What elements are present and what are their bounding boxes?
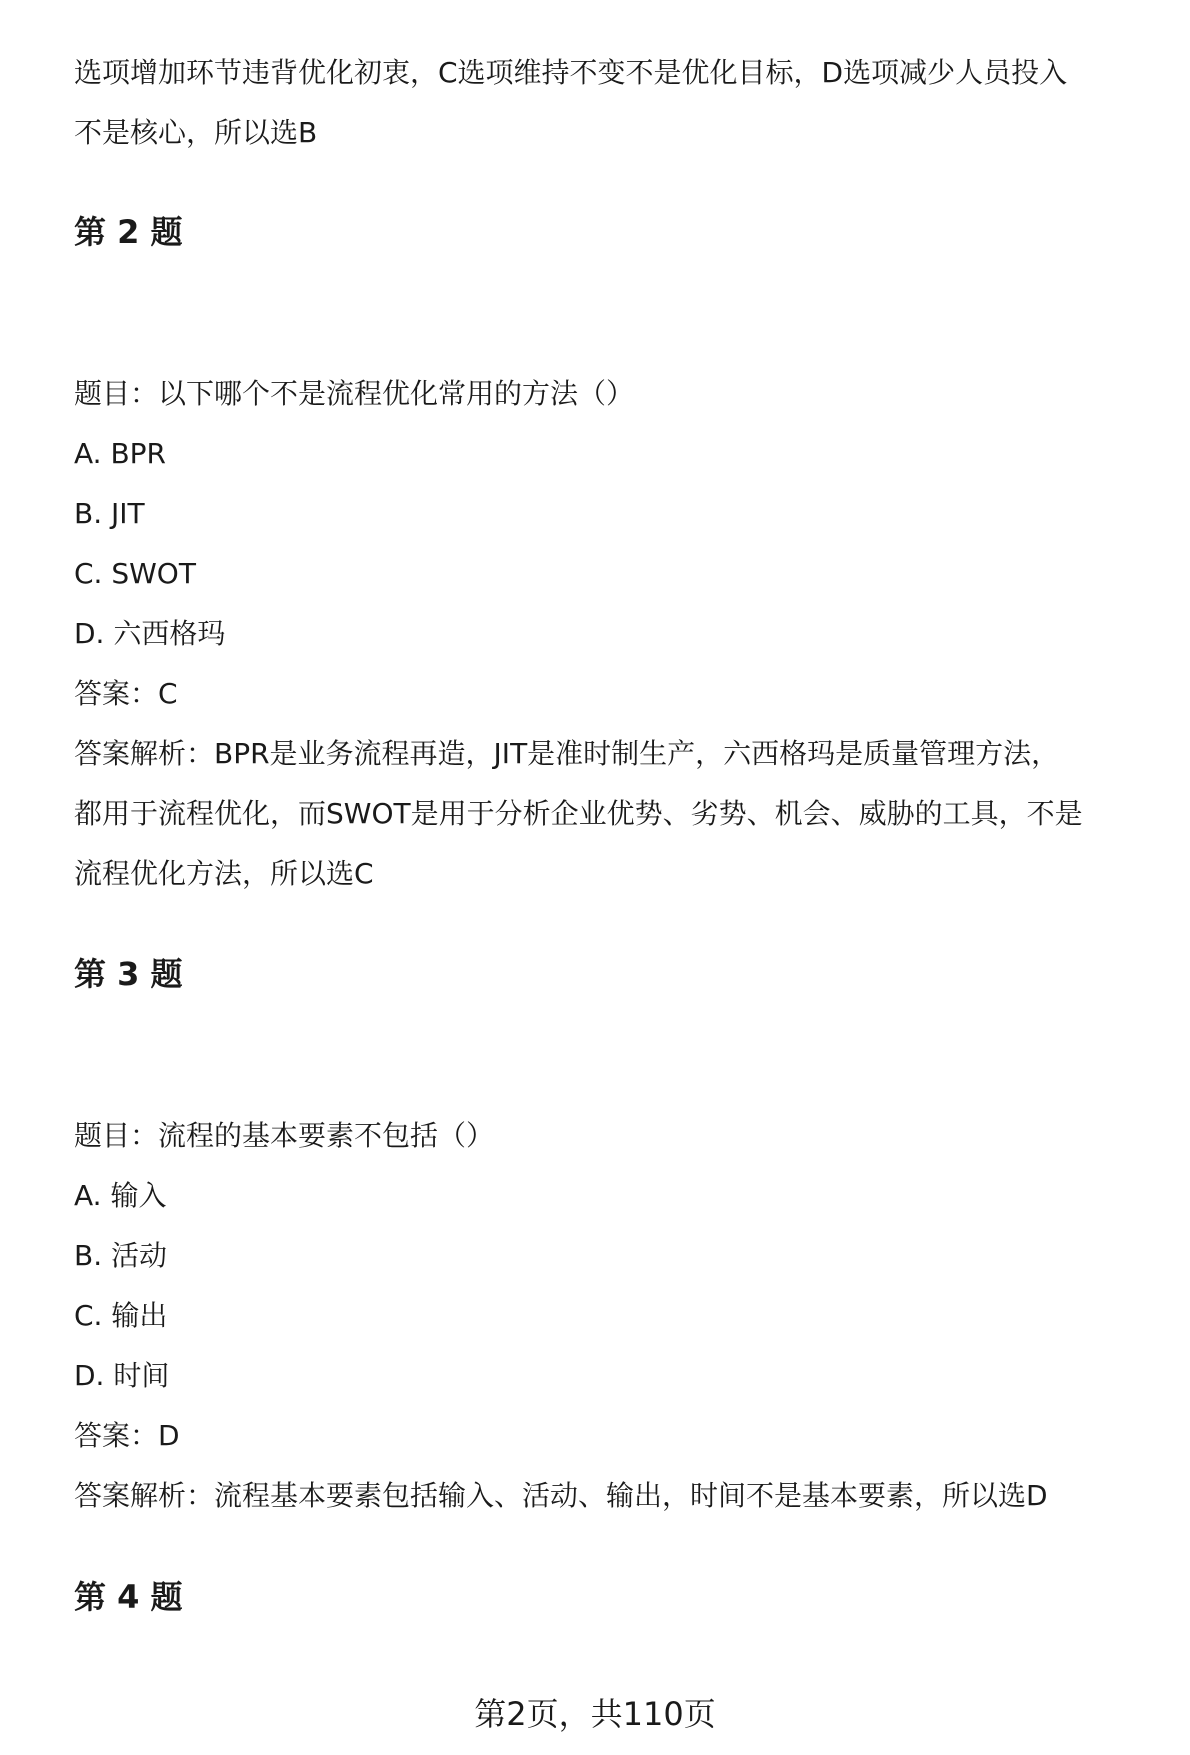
explanation-line: 答案解析：BPR是业务流程再造，JIT是准时制生产，六西格玛是质量管理方法， bbox=[74, 737, 1060, 770]
page-number: 第2页，共110页 bbox=[474, 1695, 716, 1733]
option-c: C. 输出 bbox=[74, 1299, 168, 1332]
option-d: D. 六西格玛 bbox=[74, 617, 226, 650]
option-c: C. SWOT bbox=[74, 557, 196, 590]
option-a: A. BPR bbox=[74, 437, 167, 470]
explanation-line: 答案解析：流程基本要素包括输入、活动、输出，时间不是基本要素，所以选D bbox=[74, 1479, 1048, 1512]
option-d: D. 时间 bbox=[74, 1359, 170, 1392]
answer: 答案：D bbox=[74, 1419, 180, 1452]
text-line: 不是核心，所以选B bbox=[74, 116, 318, 149]
text-line: 选项增加环节违背优化初衷，C选项维持不变不是优化目标，D选项减少人员投入 bbox=[74, 56, 1068, 89]
question-text: 题目：流程的基本要素不包括（） bbox=[74, 1119, 495, 1152]
option-b: B. 活动 bbox=[74, 1239, 168, 1272]
option-b: B. JIT bbox=[74, 497, 145, 530]
answer: 答案：C bbox=[74, 677, 178, 710]
question-heading: 第 3 题 bbox=[74, 955, 183, 993]
question-text: 题目：以下哪个不是流程优化常用的方法（） bbox=[74, 377, 635, 410]
question-heading: 第 4 题 bbox=[74, 1578, 183, 1616]
explanation-line: 流程优化方法，所以选C bbox=[74, 857, 374, 890]
explanation-line: 都用于流程优化，而SWOT是用于分析企业优势、劣势、机会、威胁的工具，不是 bbox=[74, 797, 1083, 830]
question-heading: 第 2 题 bbox=[74, 213, 183, 251]
option-a: A. 输入 bbox=[74, 1179, 167, 1212]
